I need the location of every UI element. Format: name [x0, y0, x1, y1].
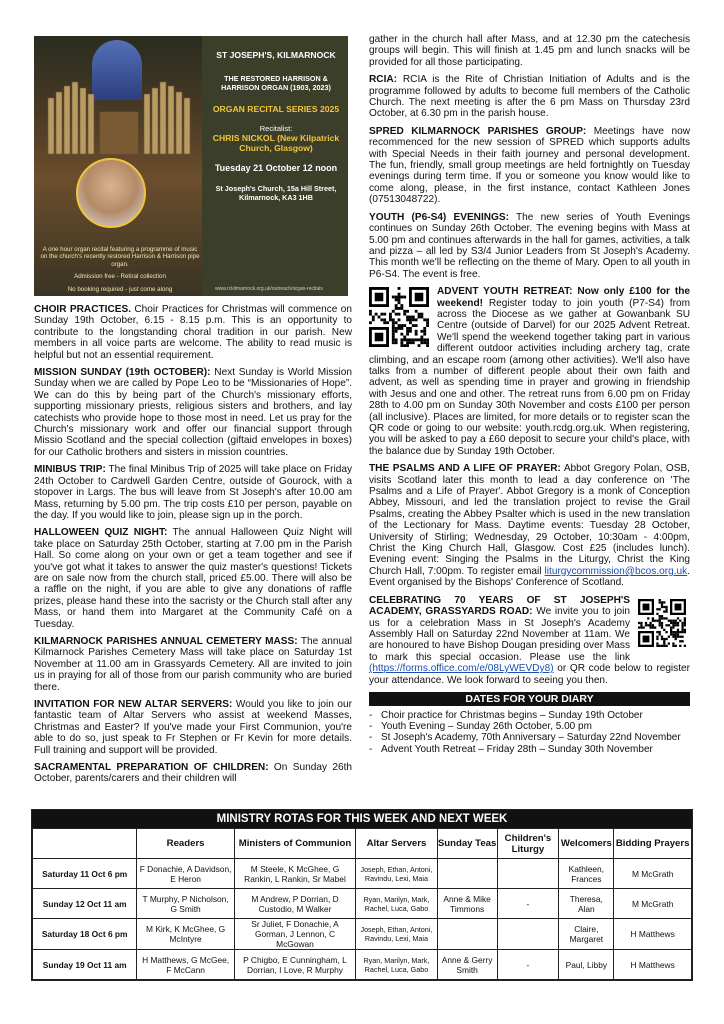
diary-list — [369, 710, 690, 755]
rota-cell: M Andrew, P Dorrian, D Custodio, M Walker — [234, 889, 355, 919]
poster-admission: Admission free - Retiral collection — [74, 273, 166, 281]
recitalist-portrait — [76, 158, 146, 228]
rota-cell: M McGrath — [614, 859, 692, 889]
poster-caption — [40, 246, 200, 293]
notice-rcia — [369, 74, 690, 120]
poster-url: www.rckilmarnock.org.uk/outreach/organ-recitals — [215, 286, 323, 292]
notice-altar-servers — [34, 699, 352, 756]
table-row — [33, 950, 692, 980]
notice-body: We invite you to join us for a celebration Mass in St Joseph's Academy Assembly Hall on Saturday 22nd November at 11am. We are honoured to have Bishop Dougan presiding over Mass to mark this special occasion. Please use the link — [369, 606, 630, 663]
notice-heading: CHOIR PRACTICES. — [34, 304, 132, 315]
rota-header — [33, 829, 137, 859]
rota-cell: Ryan, Marilyn, Mark, Rachel, Luca, Gabo — [356, 889, 438, 919]
notice-heading: INVITATION FOR NEW ALTAR SERVERS: — [34, 699, 233, 710]
notice-celebrating — [369, 595, 690, 686]
rota-cell — [437, 919, 497, 950]
rota-cell — [497, 859, 559, 889]
rota-header: Bidding Prayers — [614, 829, 692, 859]
rota-cell: M Kirk, K McGhee, G McIntyre — [137, 919, 234, 950]
registration-link[interactable]: (https://forms.office.com/e/08LyWEVDy8) — [369, 663, 554, 675]
rota-header: Children's Liturgy — [497, 829, 559, 859]
notice-heading: MINIBUS TRIP: — [34, 464, 106, 476]
notice-tail: . Event organised by the Bishops' Conference of Scotland. — [369, 565, 690, 589]
rota-cell: F Donachie, A Davidson, E Heron — [137, 859, 234, 889]
right-column — [369, 34, 690, 755]
notice-continuation: gather in the church hall after Mass, and at 12.30 pm the catechesis groups will begin. This will finish at 1.45 pm and lunch snacks will be provided for all those participating. — [369, 34, 690, 68]
diary-item: - Advent Youth Retreat – Friday 28th – Sunday 30th November — [369, 744, 690, 755]
notice-heading: HALLOWEEN QUIZ NIGHT: — [34, 527, 168, 539]
rota-cell: Anne & Mike Timmons — [437, 889, 497, 919]
rota-cell — [497, 919, 559, 950]
rota-title: MINISTRY ROTAS FOR THIS WEEK AND NEXT WEEK — [32, 810, 692, 828]
rota-header: Welcomers — [559, 829, 614, 859]
notice-tail: or QR code below to register your attendance. We look forward to seeing you then. — [369, 663, 690, 686]
notice-heading: CELEBRATING 70 YEARS OF ST JOSEPH'S ACADEMY, GRASSYARDS ROAD: — [369, 594, 630, 618]
poster-venue: St Joseph's Church, 15a Hill Street, Kilmarnock, KA3 1HB — [215, 184, 337, 202]
poster-recitalist-label: Recitalist: — [259, 124, 293, 133]
rota-cell: H Matthews — [614, 950, 692, 980]
rota-cell: M McGrath — [614, 889, 692, 919]
rota-cell: Anne & Gerry Smith — [437, 950, 497, 980]
notice-heading: RCIA: — [369, 74, 398, 86]
rota-cell: Ryan, Marilyn, Mark, Rachel, Luca, Gabo — [356, 950, 438, 980]
rota-cell: H Matthews, G McGee, F McCann — [137, 950, 234, 980]
poster-series: ORGAN RECITAL SERIES 2025 — [212, 104, 340, 114]
rota-cell: M Steele, K McGhee, G Rankin, L Rankin, Sr Mabel — [234, 859, 355, 889]
notice-choir — [34, 304, 352, 361]
notice-spred — [369, 126, 690, 206]
notice-sacramental — [34, 762, 352, 785]
rota-cell: - — [497, 950, 559, 980]
notice-body: On Sunday 26th October, parents/carers and their children will — [34, 762, 352, 785]
notice-heading: ADVENT YOUTH RETREAT: Now only £100 for the weekend! — [437, 286, 690, 309]
rota-cell: - — [497, 889, 559, 919]
notice-heading: YOUTH (P6-S4) EVENINGS: — [369, 211, 510, 223]
advent-qr-code[interactable] — [369, 287, 429, 347]
celebration-qr-code[interactable] — [638, 599, 686, 651]
rota-header: Altar Servers — [356, 829, 438, 859]
notice-quiz — [34, 527, 352, 630]
notice-heading: KILMARNOCK PARISHES ANNUAL CEMETERY MASS: — [34, 635, 298, 647]
notice-body: RCIA is the Rite of Christian Initiation of Adults and is the programme followed by adults to become full members of the Catholic Church. The next meeting is after the 6 pm Mass on Thursday 23rd October, at 6.30 pm in the parish house. — [369, 74, 690, 120]
email-link[interactable]: liturgycommission@bcos.org.uk — [544, 565, 688, 577]
rota-cell: Joseph, Ethan, Antoni, Ravindu, Lexi, Maia — [356, 919, 438, 950]
notice-body: Abbot Gregory Polan, OSB, visits Scotland later this month to lead a day conference on 'The Psalms and a Life of Prayer'. Abbot Gregory is a monk of Conception Abbey, Missouri, and led the translation project to revise the Grail Psalms, creating the Abbey Psalter which is used in the new translation of the Lectionary for Mass. Daytime events: Tuesday 28 October, University of Stirling; Wednesday, 29 October, 10:30am - 4:00pm, Christ the King Church Hall, Glasgow. Cost £25 (includes lunch). Evening event: Singing the Psalms in the Liturgy, Christ the King Church Hall, 7:00pm. To register email — [369, 463, 690, 577]
diary-item: - St Joseph's Academy, 70th Anniversary – Saturday 22nd November — [369, 732, 690, 743]
diary-heading: DATES FOR YOUR DIARY — [369, 692, 690, 706]
notice-psalms — [369, 463, 690, 588]
rota-cell: P Chigbo, E Cunningham, L Dorrian, I Love, R Murphy — [234, 950, 355, 980]
notice-heading: SACRAMENTAL PREPARATION OF CHILDREN: — [34, 762, 269, 774]
notice-body: Register today to join youth (P7-S4) from across the Diocese as we gather at Gowanbank SU Centre (outside of Darvel) for our 2025 Advent Retreat. We'll spend the weekend together taking part in various different outdoor activities including archery tag, crate climbing, and an escape room (among other activities). We'll also have talks from a number of different people about their own faith and advent, as well as spending time in prayer and growing in friendship with Jesus and one and other. The retreat runs from 6.00 pm on Friday 28th to 4.00 pm on Sunday 30th November and costs £100 per person (all inclusive). Places are limited, for more details or to register scan the QR code or going to our website: youth.rcdg.org.uk. When registering, you will be asked to pay a £60 deposit to secure your child's place, with the balance due by Sunday 19th October. — [369, 297, 690, 457]
rota-cell: Joseph, Ethan, Antoni, Ravindu, Lexi, Maia — [356, 859, 438, 889]
notice-body: The annual Kilmarnock Parishes Cemetery Mass will take place on Saturday 1st November at 11.00 am in Grassyards Cemetery. All are invited to join us in praying for all of those from our parish community who are buried there. — [34, 635, 352, 693]
notice-mission-sunday — [34, 367, 352, 458]
notice-heading: MISSION SUNDAY (19th OCTOBER): — [34, 367, 211, 379]
ministry-rota — [31, 809, 693, 981]
poster-booking: No booking required - just come along — [67, 285, 173, 293]
diary-item: - Youth Evening – Sunday 26th October, 5.00 pm — [369, 721, 690, 732]
rota-cell: Kathleen, Frances — [559, 859, 614, 889]
table-row — [33, 859, 692, 889]
notice-advent-retreat — [369, 286, 690, 457]
rota-header: Readers — [137, 829, 234, 859]
rota-date: Sunday 12 Oct 11 am — [33, 889, 137, 919]
notice-body: Meetings have now recommenced for the new session of SPRED which supports adults with Special Needs in their faith journey and personal development. The fun, friendly, small group meetings are held fortnightly on Tuesday evenings during term time. If you or someone you know would like to come along, please, in the first instance, contact Kathleen Jones (07513048722). — [369, 125, 690, 206]
notice-body: The annual Halloween Quiz Night will take place on Saturday 25th October, starting at 7.00 pm in the Parish Hall. So come along on your own or get a team together and see if you've got what it takes to answer the quiz master's questions! Tickets are on sale now from the church stall, priced £5.00. There will also be a raffle on the night, if you are able to give any donations of raffle prizes, please hand these into the sacristy or the Church stall after any Mass, or hand them into Margaret at the Community Café on a Tuesday. — [34, 527, 352, 630]
poster-parish: ST JOSEPH'S, KILMARNOCK — [216, 50, 336, 60]
notice-body: Choir Practices for Christmas will commence on Sunday 19th October, 6.15 - 8.15 p.m. This is an opportunity to contribute to the longstanding choral tradition in our parish. New members in all voice parts are welcome. The ability to read music is helpful but not an essential requirement. — [34, 304, 352, 361]
rota-cell: Paul, Libby — [559, 950, 614, 980]
rota-cell: Claire, Margaret — [559, 919, 614, 950]
poster-recitalist: CHRIS NICKOL (New Kilpatrick Church, Glasgow) — [212, 133, 340, 153]
rota-header-row — [33, 829, 692, 859]
table-row — [33, 889, 692, 919]
organ-photo — [34, 36, 202, 296]
notice-body: The final Minibus Trip of 2025 will take place on Friday 24th October to Cardwell Garden Centre, outside of Gourock, with a stopover in Largs. The bus will leave from St Joseph's after 10.00 am Mass, returning by 5.00 pm. The trip costs £10 per person, payable on the day. If you would like to join, please sign up in the porch. — [34, 464, 352, 521]
organ-pipes-graphic — [44, 48, 194, 158]
poster-date: Tuesday 21 October 12 noon — [214, 163, 338, 173]
poster-info — [204, 36, 348, 296]
notice-cemetery-mass — [34, 636, 352, 693]
notice-youth-evenings — [369, 212, 690, 280]
rota-date: Saturday 11 Oct 6 pm — [33, 859, 137, 889]
rota-header: Sunday Teas — [437, 829, 497, 859]
notice-body: Next Sunday is World Mission Sunday when we are called by Pope Leo to be “Missionaries of Hope”. We can do this by being part of the Church's missionary efforts, supporting missionary priests, religious sisters and brothers, and lay catechists who provide hope to those most in need. Let us pray for the Church's missionary work and offer our financial support through Missio Scotland and the special collection (giftaid envelopes in boxes) for our Catholic brothers and sisters in mission countries. — [34, 367, 352, 458]
left-column — [34, 36, 352, 791]
rota-cell: H Matthews — [614, 919, 692, 950]
rota-header: Ministers of Communion — [234, 829, 355, 859]
rota-cell: Theresa, Alan — [559, 889, 614, 919]
notice-body: The new series of Youth Evenings continues on Sunday 26th October. The evening begins with Mass at 5.00 pm and continues afterwards in the hall for games, activities, a talk and pizza – all led by S3/4 Junior Leaders from St Joseph's Academy. This month we'll be reflecting on the theme of Mary. Open to all youth in P6-S4. The event is free. — [369, 211, 690, 280]
notice-body: Would you like to join our fantastic team of Altar Servers who assist at weekend Masses, Christmas and Easter? If you've made your First Communion, you're able to do so, just speak to Fr Stephen or Fr Kevin for more details. Full training and support will be provided. — [34, 699, 352, 756]
notice-heading: THE PSALMS AND A LIFE OF PRAYER: — [369, 463, 561, 475]
rota-cell: Sr Juliet, F Donachie, A Gorman, J Lennon, C McGowan — [234, 919, 355, 950]
diary-item: - Choir practice for Christmas begins – Sunday 19th October — [369, 710, 690, 721]
rota-date: Saturday 18 Oct 6 pm — [33, 919, 137, 950]
rota-table — [32, 828, 692, 980]
rota-cell — [437, 859, 497, 889]
rota-date: Sunday 19 Oct 11 am — [33, 950, 137, 980]
organ-recital-poster — [34, 36, 348, 296]
notice-minibus — [34, 464, 352, 521]
table-row — [33, 919, 692, 950]
poster-caption-text: A one hour organ recital featuring a programme of music on the church's recently restored Harrison & Harrison pipe organ. — [40, 246, 200, 268]
rota-cell: T Murphy, P Nicholson, G Smith — [137, 889, 234, 919]
notice-heading: SPRED KILMARNOCK PARISHES GROUP: — [369, 125, 587, 137]
poster-restored: THE RESTORED HARRISON & HARRISON ORGAN (1903, 2023) — [221, 74, 331, 92]
